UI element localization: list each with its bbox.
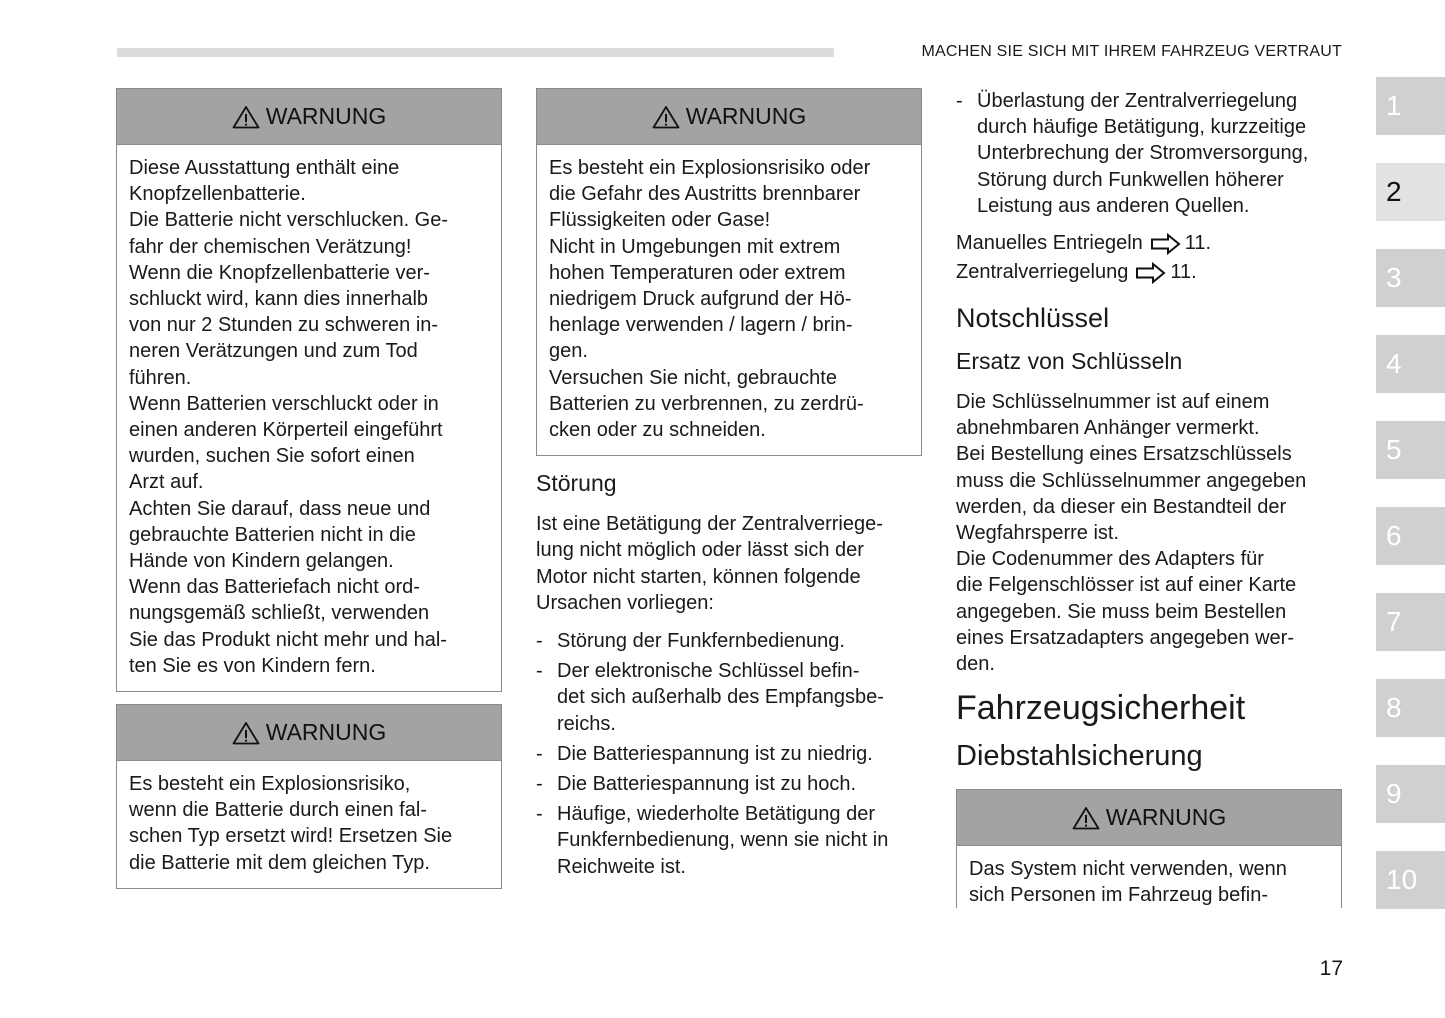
chapter-tab-9[interactable]: 9 <box>1376 765 1445 823</box>
heading-ersatz: Ersatz von Schlüsseln <box>956 348 1183 375</box>
warning-text: Das System nicht verwenden, wenn sich Personen im Fahrzeug befin- <box>969 858 1287 907</box>
cross-reference[interactable] <box>956 229 1342 258</box>
warning-header <box>117 89 501 145</box>
warning-triangle-icon <box>652 105 680 129</box>
chapter-tab-8[interactable]: 8 <box>1376 679 1445 737</box>
header-rule <box>117 48 834 57</box>
warning-triangle-icon <box>232 105 260 129</box>
list-item: - Überlastung der Zentralverriegelung durch häufige Betätigung, kurzzeitige Unterbrechung der Stromversorgung, Störung durch Funkwellen höherer Leistung aus anderen Quellen. <box>956 88 1342 219</box>
warning-text: Es besteht ein Explosionsrisiko, wenn die Batterie durch einen fal- schen Typ ersetzt wird! Ersetzen Sie die Batterie mit dem gleichen Typ. <box>129 773 453 874</box>
warning-label: WARNUNG <box>685 103 807 129</box>
chapter-tab-10[interactable]: 10 <box>1376 851 1445 909</box>
warning-label: WARNUNG <box>265 103 387 129</box>
reference-label: Zentralverriegelung <box>956 261 1129 284</box>
chapter-tabs <box>1376 77 1445 937</box>
warning-triangle-icon <box>232 721 260 745</box>
running-header: MACHEN SIE SICH MIT IHREM FAHRZEUG VERTRAUT <box>921 43 1342 60</box>
chapter-tab-1[interactable]: 1 <box>1376 77 1445 135</box>
list-item: - Die Batteriespannung ist zu hoch. <box>536 771 922 797</box>
reference-page: 11. <box>1170 261 1197 284</box>
warning-text: Es besteht ein Explosionsrisiko oder die Gefahr des Austritts brennbarer Flüssigkeiten oder Gase! Nicht in Umgebungen mit extrem hohen Temperaturen oder extrem niedrigem Druck aufgrund der Hö- henlage verwenden / lagern / brin- gen. Versuchen Sie nicht, gebrauchte Batterien zu verbrennen, zu zerdrü- cken oder zu schneiden. <box>549 157 871 442</box>
column-middle <box>536 88 922 884</box>
warning-label: WARNUNG <box>1105 804 1227 831</box>
warning-box-battery-type <box>116 704 502 889</box>
reference-page: 11. <box>1184 232 1212 255</box>
warning-box-explosion <box>536 88 922 456</box>
list-item: - Der elektronische Schlüssel befin- det sich außerhalb des Empfangsbe- reichs. <box>536 658 922 737</box>
warning-triangle-icon <box>1072 806 1100 830</box>
chapter-tab-7[interactable]: 7 <box>1376 593 1445 651</box>
warning-box-button-cell <box>116 88 502 692</box>
chapter-tab-2[interactable]: 2 <box>1376 163 1445 221</box>
chapter-tab-6[interactable]: 6 <box>1376 507 1445 565</box>
reference-label: Manuelles Entriegeln <box>956 232 1143 255</box>
heading-diebstahlsicherung: Diebstahlsicherung <box>956 740 1203 773</box>
warning-label: WARNUNG <box>265 719 387 746</box>
warning-header <box>117 705 501 761</box>
heading-notschluessel: Notschlüssel <box>956 303 1110 334</box>
cause-list-continued <box>956 88 1342 219</box>
stoerung-intro: Ist eine Betätigung der Zentralverriege- lung nicht möglich oder lässt sich der Motor nicht starten, können folgende Ursachen vorliegen: <box>536 513 883 614</box>
chapter-tab-3[interactable]: 3 <box>1376 249 1445 307</box>
heading-fahrzeugsicherheit: Fahrzeugsicherheit <box>956 689 1246 728</box>
chapter-tab-5[interactable]: 5 <box>1376 421 1445 479</box>
arrow-right-icon <box>1150 233 1182 255</box>
page-number: 17 <box>1319 957 1343 980</box>
list-item: - Die Batteriespannung ist zu niedrig. <box>536 741 922 767</box>
list-item: - Häufige, wiederholte Betätigung der Funkfernbedienung, wenn sie nicht in Reichweite ist. <box>536 801 922 880</box>
heading-stoerung: Störung <box>536 470 617 497</box>
column-left <box>116 88 502 901</box>
warning-header <box>957 790 1341 846</box>
ersatz-text: Die Schlüsselnummer ist auf einem abnehmbaren Anhänger vermerkt. Bei Bestellung eines Ersatzschlüssels muss die Schlüsselnummer angegeben werden, da dieser ein Bestandteil der Wegfahrsperre ist. Die Codenummer des Adapters für die Felgenschlösser ist auf einer Karte angegeben. Sie muss beim Bestellen eines Ersatzadapters angegeben wer- den. <box>956 391 1307 676</box>
warning-header <box>537 89 921 145</box>
list-item: - Störung der Funkfernbedienung. <box>536 628 922 654</box>
warning-text: Diese Ausstattung enthält eine Knopfzellenbatterie. Die Batterie nicht verschlucken. Ge- fahr der chemischen Verätzung! Wenn die Knopfzellenbatterie ver- schluckt wird, kann dies innerhalb von nur 2 Stunden zu schweren in- neren Verätzungen und zum Tod führen. Wenn Batterien verschluckt oder in einen anderen Körperteil eingeführt wurden, suchen Sie sofort einen Arzt auf. Achten Sie darauf, dass neue und gebrauchte Batterien nicht in die Hände von Kindern gelangen. Wenn das Batteriefach nicht ord- nungsgemäß schließt, verwenden Sie das Produkt nicht mehr und hal- ten Sie es von Kindern fern. <box>129 157 449 677</box>
chapter-tab-4[interactable]: 4 <box>1376 335 1445 393</box>
cross-reference[interactable] <box>956 258 1342 287</box>
cause-list <box>536 628 922 880</box>
warning-box-system <box>956 789 1342 908</box>
column-right <box>956 88 1342 920</box>
arrow-right-icon <box>1135 262 1167 284</box>
